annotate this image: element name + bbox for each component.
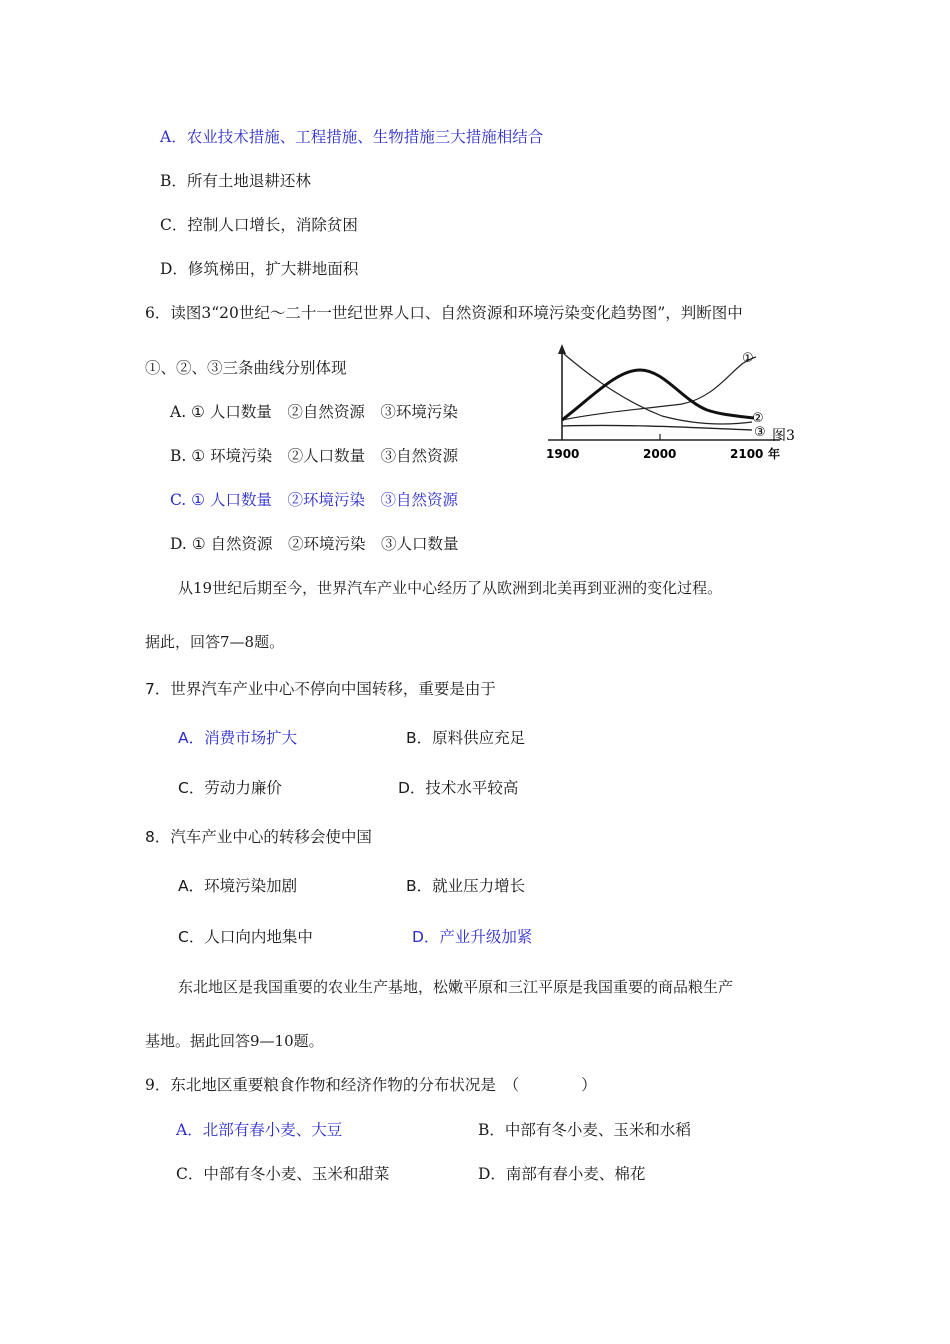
q8-stem: 8．汽车产业中心的转移会使中国 [145, 828, 372, 846]
curve-2 [562, 370, 754, 420]
q9-option-d: D．南部有春小麦、棉花 [478, 1165, 646, 1183]
x-tick-label-1900: 1900 [546, 447, 580, 461]
q6-stem-line1: 6．读图3“20世纪～二十一世纪世界人口、自然资源和环境污染变化趋势图”，判断图中 [145, 304, 743, 322]
passage1-line1: 从19世纪后期至今，世界汽车产业中心经历了从欧洲到北美再到亚洲的变化过程。 [178, 579, 723, 597]
curve-label-3: ③ [754, 425, 766, 440]
q8-option-b: B．就业压力增长 [406, 877, 526, 895]
q7-option-c: C．劳动力廉价 [178, 779, 282, 797]
curve-label-2: ② [752, 411, 764, 426]
curve-1 [562, 357, 756, 420]
figure-3-trend-chart [542, 342, 804, 464]
x-axis-unit: 年 [768, 447, 781, 461]
q6-option-b: B. ① 环境污染 ②人口数量 ③自然资源 [170, 447, 459, 465]
passage2-line2: 基地。据此回答9—10题。 [145, 1032, 324, 1050]
q7-option-a: A．消费市场扩大 [178, 729, 298, 747]
q5-option-a: A．农业技术措施、工程措施、生物措施三大措施相结合 [160, 128, 544, 146]
q8-option-c: C．人口向内地集中 [178, 928, 313, 946]
q5-option-c: C．控制人口增长，消除贫困 [160, 216, 358, 234]
curve-3 [562, 425, 752, 430]
curve-label-1: ① [742, 351, 754, 366]
q6-option-c: C. ① 人口数量 ②环境污染 ③自然资源 [170, 491, 458, 509]
x-tick-label-2000: 2000 [643, 447, 677, 461]
q7-option-d: D．技术水平较高 [398, 779, 519, 797]
q6-option-a: A. ① 人口数量 ②自然资源 ③环境污染 [170, 403, 458, 421]
q9-option-b: B．中部有冬小麦、玉米和水稻 [478, 1121, 691, 1139]
q5-option-d: D．修筑梯田，扩大耕地面积 [160, 260, 359, 278]
y-axis-arrow [558, 344, 566, 354]
q9-stem: 9．东北地区重要粮食作物和经济作物的分布状况是 （ ） [145, 1076, 597, 1094]
q9-option-c: C．中部有冬小麦、玉米和甜菜 [176, 1165, 390, 1183]
q7-option-b: B．原料供应充足 [406, 729, 526, 747]
q5-option-b: B．所有土地退耕还林 [160, 172, 311, 190]
figure-caption: 图3 [772, 428, 795, 444]
q8-option-a: A．环境污染加剧 [178, 877, 298, 895]
q6-option-d: D. ① 自然资源 ②环境污染 ③人口数量 [170, 535, 459, 553]
q6-stem-line2: ①、②、③三条曲线分别体现 [145, 359, 347, 377]
x-tick-label-2100: 2100 [730, 447, 764, 461]
q7-stem: 7．世界汽车产业中心不停向中国转移，重要是由于 [145, 680, 496, 698]
passage1-line2: 据此，回答7—8题。 [145, 633, 285, 651]
passage2-line1: 东北地区是我国重要的农业生产基地，松嫩平原和三江平原是我国重要的商品粮生产 [178, 978, 734, 996]
q8-option-d: D．产业升级加紧 [412, 928, 533, 946]
q9-option-a: A．北部有春小麦、大豆 [176, 1121, 343, 1139]
